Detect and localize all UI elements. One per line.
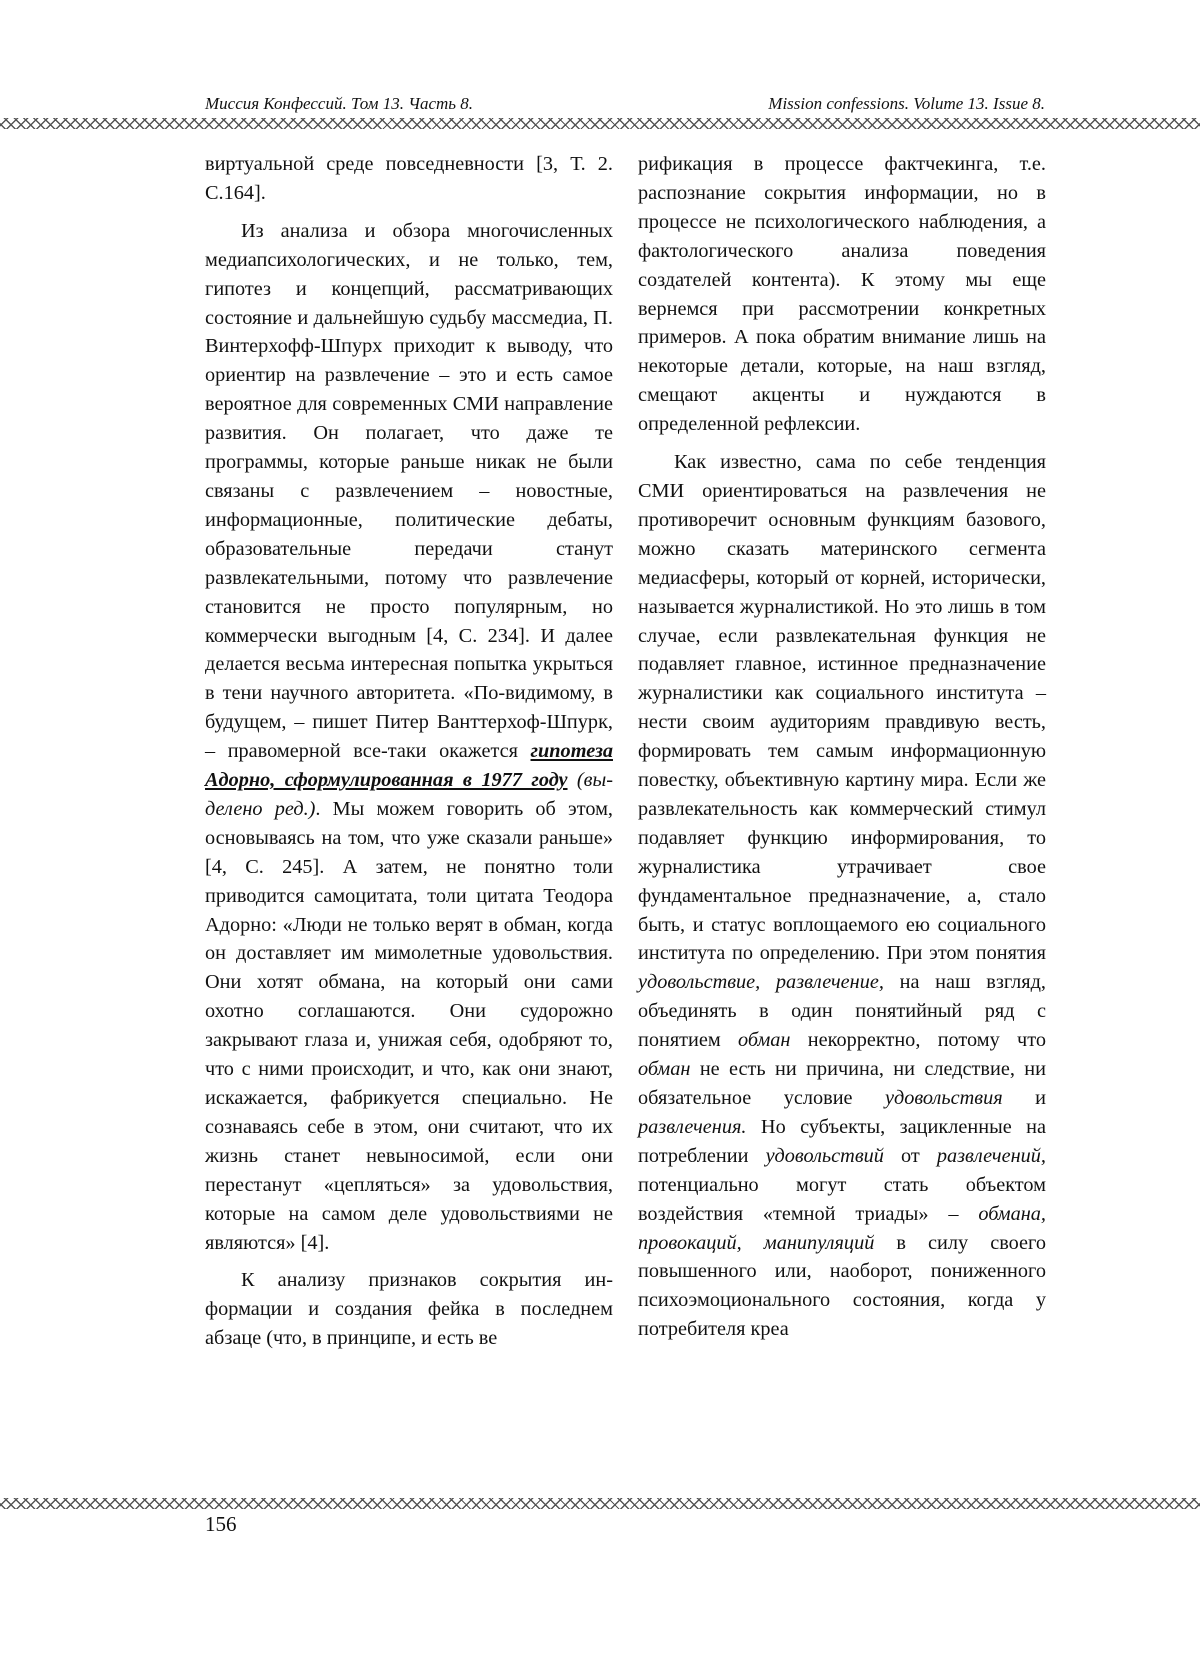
- left-column: [205, 150, 613, 1353]
- paragraph: виртуальной среде повседневности [3, Т. 2. С.164].: [205, 153, 613, 204]
- paragraph: К анализу признаков сокрытия информации и создания фейка в последнем абзаце (что, в принципе, и есть ве: [205, 1269, 613, 1350]
- paragraph: Из анализа и обзора многочисленных медиапсихологических, и не только, тем, гипотез и концепций, рассматривающих состояние и дальнейшую судьбу массмедиа, П. Винтерхофф-Шпурх приходит к выводу, что ориентир на развлечение – это и есть самое вероятное для современных СМИ направление развития. Он полагает, что даже те программы, которые раньше никак не были связаны с развлечением – новостные, информационные, политические дебаты, образовательные передачи станут развлекательными, потому что развлечение становится не просто популярным, но коммерчески выгодным [4, С. 234]. И далее делается весьма интересная попытка укрыться в тени научного авторитета. «По-видимому, в будущем, – пишет Питер Ванттерхоф-Шпурк, – правомерной все-таки окажется гипотеза Адорно, сформулированная в 1977 году (выделено ред.). Мы можем говорить об этом, основываясь на том, что уже сказали раньше» [4, С. 245]. А затем, не понятно толи приводится самоцитата, толи цитата Теодора Адорно: «Люди не только верят в обман, когда он доставляет им мимолетные удовольствия. Они хотят обмана, на который они сами охотно соглашаются. Они судорожно закрывают глаза и, унижая себя, одобряют то, что с ними происходит, и что, как они знают, искажается, фабрикуется специально. Не сознаваясь себе в этом, они считают, что их жизнь станет невыносимой, если они перестанут «цепляться» за удовольствия, которые на самом деле удовольствиями не являются» [4].: [205, 219, 613, 1254]
- paragraph: Как известно, сама по себе тенденция СМИ ориентироваться на развлечения не противоречит основным функциям базового, можно сказать материнского сегмента медиасферы, который от корней, исторически, называется журналистикой. Но это лишь в том случае, если развлекательная функция не подавляет главное, истинное предназначение журналистики как социального института – нести своим аудиториям правдивую весть, формировать тем самым информационную повестку, объективную картину мира. Если же развлекательность как коммерческий стимул подавляет функцию информирования, то журналистика утрачивает свое фундаментальное предназначение, а, стало быть, и статус воплощаемого ею социального института по определению. При этом понятия удовольствие, развлечение, на наш взгляд, объединять в один понятийный ряд с понятием обман некорректно, потому что обман не есть ни причина, ни следствие, ни обязательное условие удовольствия и развлечения. Но субъекты, зацикленные на потреблении удовольствий от развлечений, потенциально могут стать объектом воздействия «темной триады» – обмана, провокаций, манипуляций в силу своего повышенного или, наоборот, пониженного психоэмоционального состояния, когда у потребителя креа: [638, 451, 1046, 1341]
- emphasized-quote: гипотеза Адорно, сформулированная в 1977 году: [205, 740, 613, 792]
- top-ornamental-border: [0, 118, 1200, 129]
- editor-note: (выделено ред.): [205, 769, 613, 820]
- page-number: 156: [205, 1512, 237, 1536]
- journal-title-en: Mission confessions. Volume 13. Issue 8.: [768, 94, 1045, 113]
- right-column: [638, 150, 1046, 1344]
- paragraph: рификация в процессе фактчекинга, т.е. распознание сокрытия информации, но в процессе не психологического наблюдения, а фактологического анализа поведения создателей контента). К этому мы еще вернемся при рассмотрении конкретных примеров. А пока обратим внимание лишь на некоторые детали, которые, на наш взгляд, смещают акценты и нуждаются в определенной рефлексии.: [638, 153, 1046, 436]
- journal-title-ru: Миссия Конфессий. Том 13. Часть 8.: [205, 94, 474, 113]
- bottom-ornamental-border: [0, 1498, 1200, 1509]
- running-header: [205, 94, 1045, 120]
